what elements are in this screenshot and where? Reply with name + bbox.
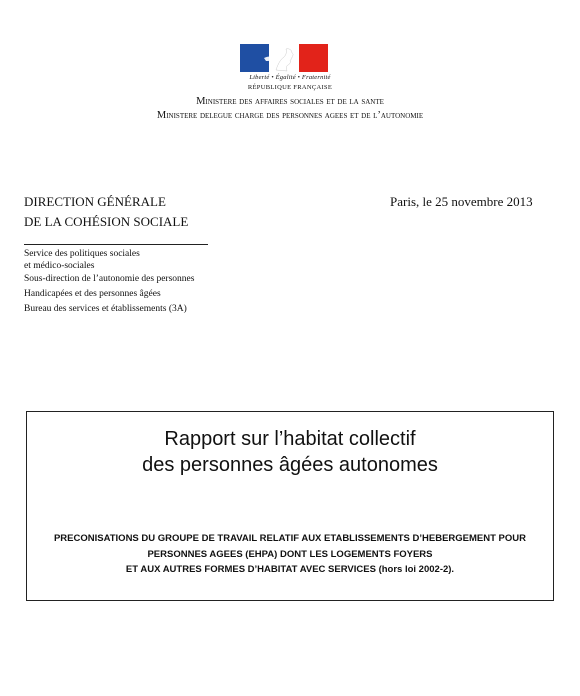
- republic-motto: Liberté • Égalité • Fraternité: [249, 74, 331, 81]
- ministry-line-1: Ministere des affaires sociales et de la sante: [196, 96, 384, 107]
- marianne-logo: [240, 44, 328, 72]
- report-title-line-1: Rapport sur l’habitat collectif: [164, 428, 416, 450]
- service-line-2: et médico-sociales: [24, 261, 95, 271]
- direction-line-2: DE LA COHÉSION SOCIALE: [24, 214, 189, 229]
- marianne-profile-icon: [256, 44, 312, 72]
- service-line-3: Sous-direction de l’autonomie des personnes: [24, 274, 195, 284]
- republic-name: RÉPUBLIQUE FRANÇAISE: [247, 84, 333, 91]
- report-title-line-2: des personnes âgées autonomes: [142, 454, 438, 476]
- service-line-1: Service des politiques sociales: [24, 249, 140, 259]
- service-line-5: Bureau des services et établissements (3A): [24, 304, 187, 314]
- ministry-line-2: Ministere delegue charge des personnes agees et de l’autonomie: [156, 110, 424, 121]
- report-subtitle-line-2: PERSONNES AGEES (EHPA) DONT LES LOGEMENTS FOYERS: [147, 549, 433, 560]
- direction-line-1: DIRECTION GÉNÉRALE: [24, 194, 166, 209]
- report-title-box: [26, 411, 554, 601]
- service-line-4: Handicapées et des personnes âgées: [24, 289, 161, 299]
- document-date: Paris, le 25 novembre 2013: [390, 194, 533, 209]
- report-subtitle-line-3: ET AUX AUTRES FORMES D’HABITAT AVEC SERVICES (hors loi 2002-2).: [125, 564, 455, 575]
- separator-rule: [24, 244, 208, 245]
- report-subtitle-line-1: PRECONISATIONS DU GROUPE DE TRAVAIL RELATIF AUX ETABLISSEMENTS D’HEBERGEMENT POUR: [53, 533, 527, 544]
